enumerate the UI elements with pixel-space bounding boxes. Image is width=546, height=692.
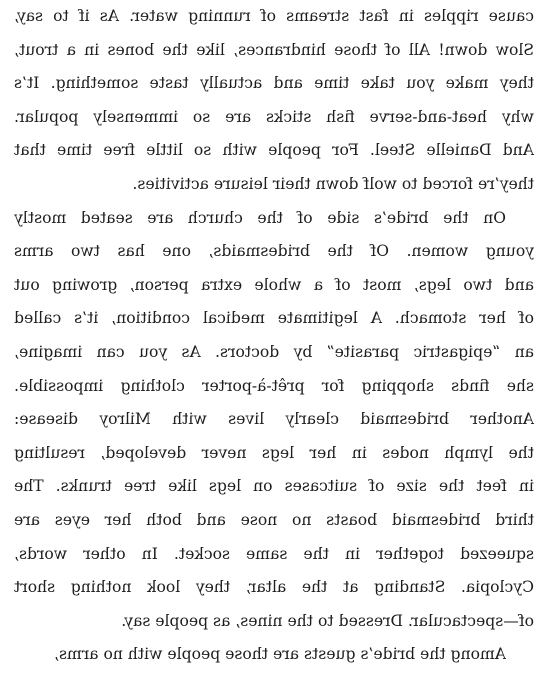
paragraph-2 — [14, 202, 534, 639]
text-line: and two legs, most of a whole extra person, growing out — [14, 275, 534, 294]
book-page — [14, 0, 534, 672]
text-line: the lymph nodes in her legs never developed, resulting — [14, 443, 534, 462]
text-line: On the bride’s side of the church are seated mostly — [14, 208, 506, 227]
text-line: Another bridesmaid clearly lives with Milroy disease: — [14, 410, 534, 429]
text-line: why heat-and-serve fish sticks are so immensely popular. — [14, 107, 534, 126]
text-line: of her stomach. A legitimate medical condition, it’s called — [14, 309, 534, 328]
text-line: Cyclopia. Standing at the altar, they look nothing short — [14, 578, 534, 597]
text-line: third bridesmaid boasts no nose and both her eyes are — [14, 510, 534, 529]
text-line: And Danielle Steel. For people with so little free time that — [14, 141, 534, 160]
text-line: cause ripples in fast streams of running water. As if to say, — [14, 7, 534, 25]
text-line: of—spectacular. Dressed to the nines, as people say. — [121, 611, 534, 630]
text-line: Among the bride’s guests are those people with no arms, — [53, 645, 506, 664]
paragraph-3 — [14, 638, 534, 672]
text-line: in feet the size of suitcases on legs like tree trunks. The — [14, 477, 534, 496]
text-line: she finds shopping for prêt-à-porter clothing impossible. — [14, 376, 534, 395]
text-line: squeezed together in the same socket. In other words, — [14, 544, 534, 563]
text-line: an “epigastric parasite” by doctors. As you can imagine, — [14, 342, 534, 361]
text-line: young women. Of the bridesmaids, one has two arms — [14, 242, 534, 261]
text-line: Slow down! All of those hindrances, like the bones in a trout, — [14, 40, 534, 59]
text-line: they’re forced to wolf down their leisure activities. — [132, 174, 534, 193]
paragraph-1 — [14, 0, 534, 202]
text-line: they make you take time and actually taste something. It’s — [14, 74, 534, 93]
